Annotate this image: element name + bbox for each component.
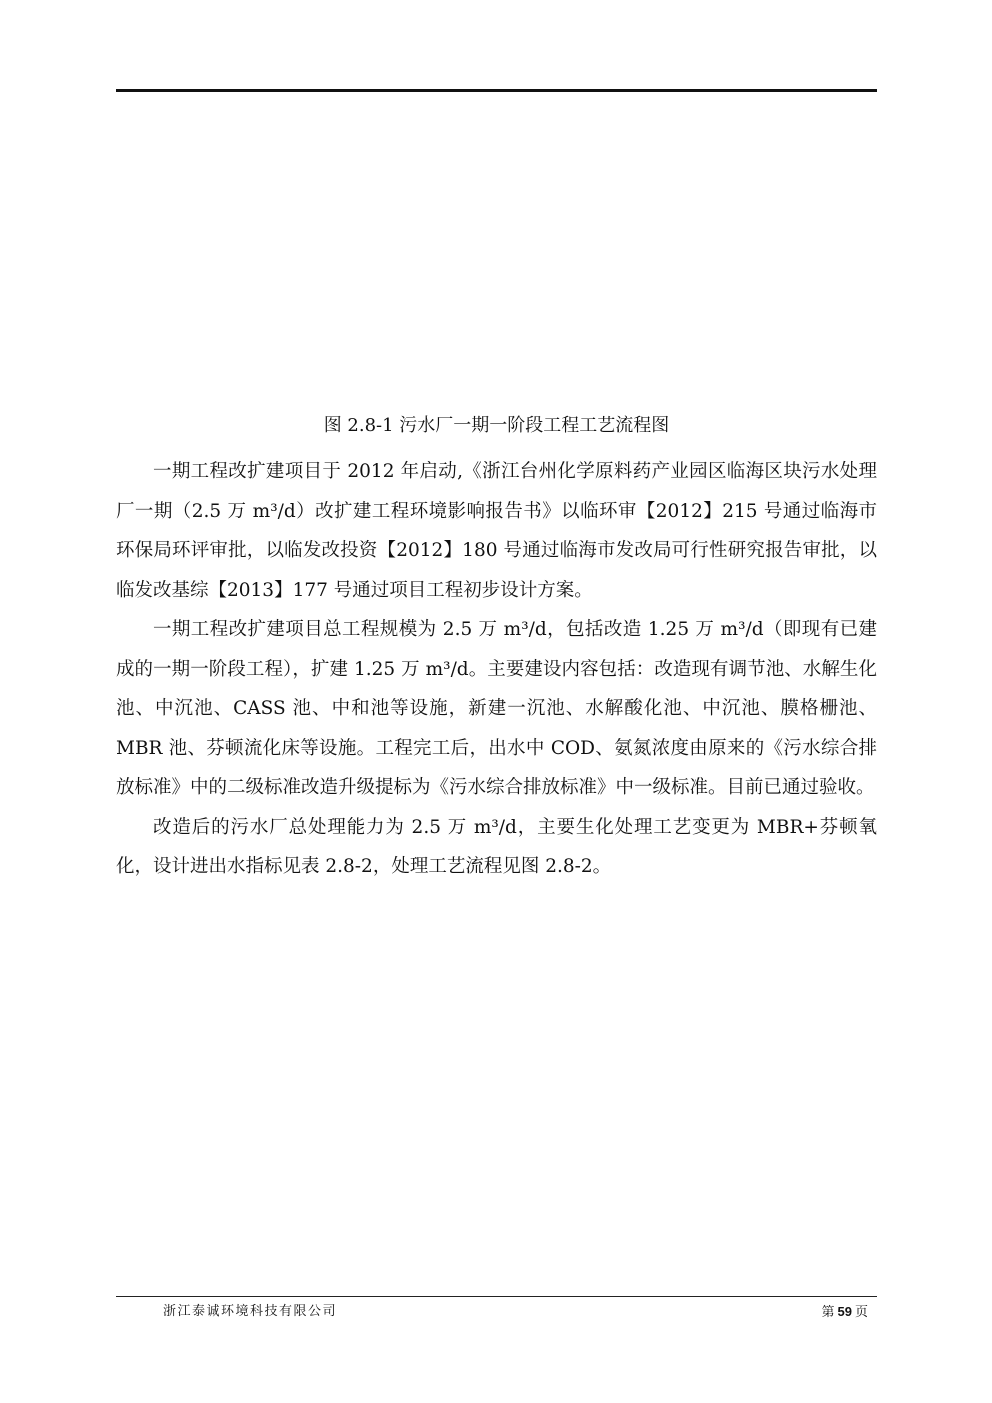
footer-company-name: 浙江泰诚环境科技有限公司 xyxy=(163,1304,338,1319)
paragraph-2: 一期工程改扩建项目总工程规模为 2.5 万 m³/d，包括改造 1.25 万 m³/d（即现有已建成的一期一阶段工程），扩建 1.25 万 m³/d。主要建设内容包括：改造现有调节池、水解生化池、中沉池、CASS 池、中和池等设施，新建一沉池、水解酸化池、中沉池、膜格栅池、MBR 池、芬顿流化床等设施。工程完工后，出水中 COD、氨氮浓度由原来的《污水综合排放标准》中的二级标准改造升级提标为《污水综合排放标准》中一级标准。目前已通过验收。 xyxy=(116,619,877,798)
body-text xyxy=(116,452,877,887)
header-rule xyxy=(116,89,877,92)
paragraph-3: 改造后的污水厂总处理能力为 2.5 万 m³/d，主要生化处理工艺变更为 MBR+芬顿氧化，设计进出水指标见表 2.8-2，处理工艺流程见图 2.8-2。 xyxy=(116,816,877,877)
page-number: 59 xyxy=(837,1304,852,1319)
page-suffix: 页 xyxy=(854,1305,868,1320)
figure-caption: 图 2.8-1 污水厂一期一阶段工程工艺流程图 xyxy=(323,415,670,436)
footer-rule xyxy=(116,1296,877,1297)
footer-page-number xyxy=(822,1302,869,1323)
paragraph-1: 一期工程改扩建项目于 2012 年启动,《浙江台州化学原料药产业园区临海区块污水处理厂一期（2.5 万 m³/d）改扩建工程环境影响报告书》以临环审【2012】215 号通过临海市环保局环评审批，以临发改投资【2012】180 号通过临海市发改局可行性研究报告审批，以临发改基综【2013】177 号通过项目工程初步设计方案。 xyxy=(116,461,877,601)
page-prefix: 第 xyxy=(821,1305,835,1320)
